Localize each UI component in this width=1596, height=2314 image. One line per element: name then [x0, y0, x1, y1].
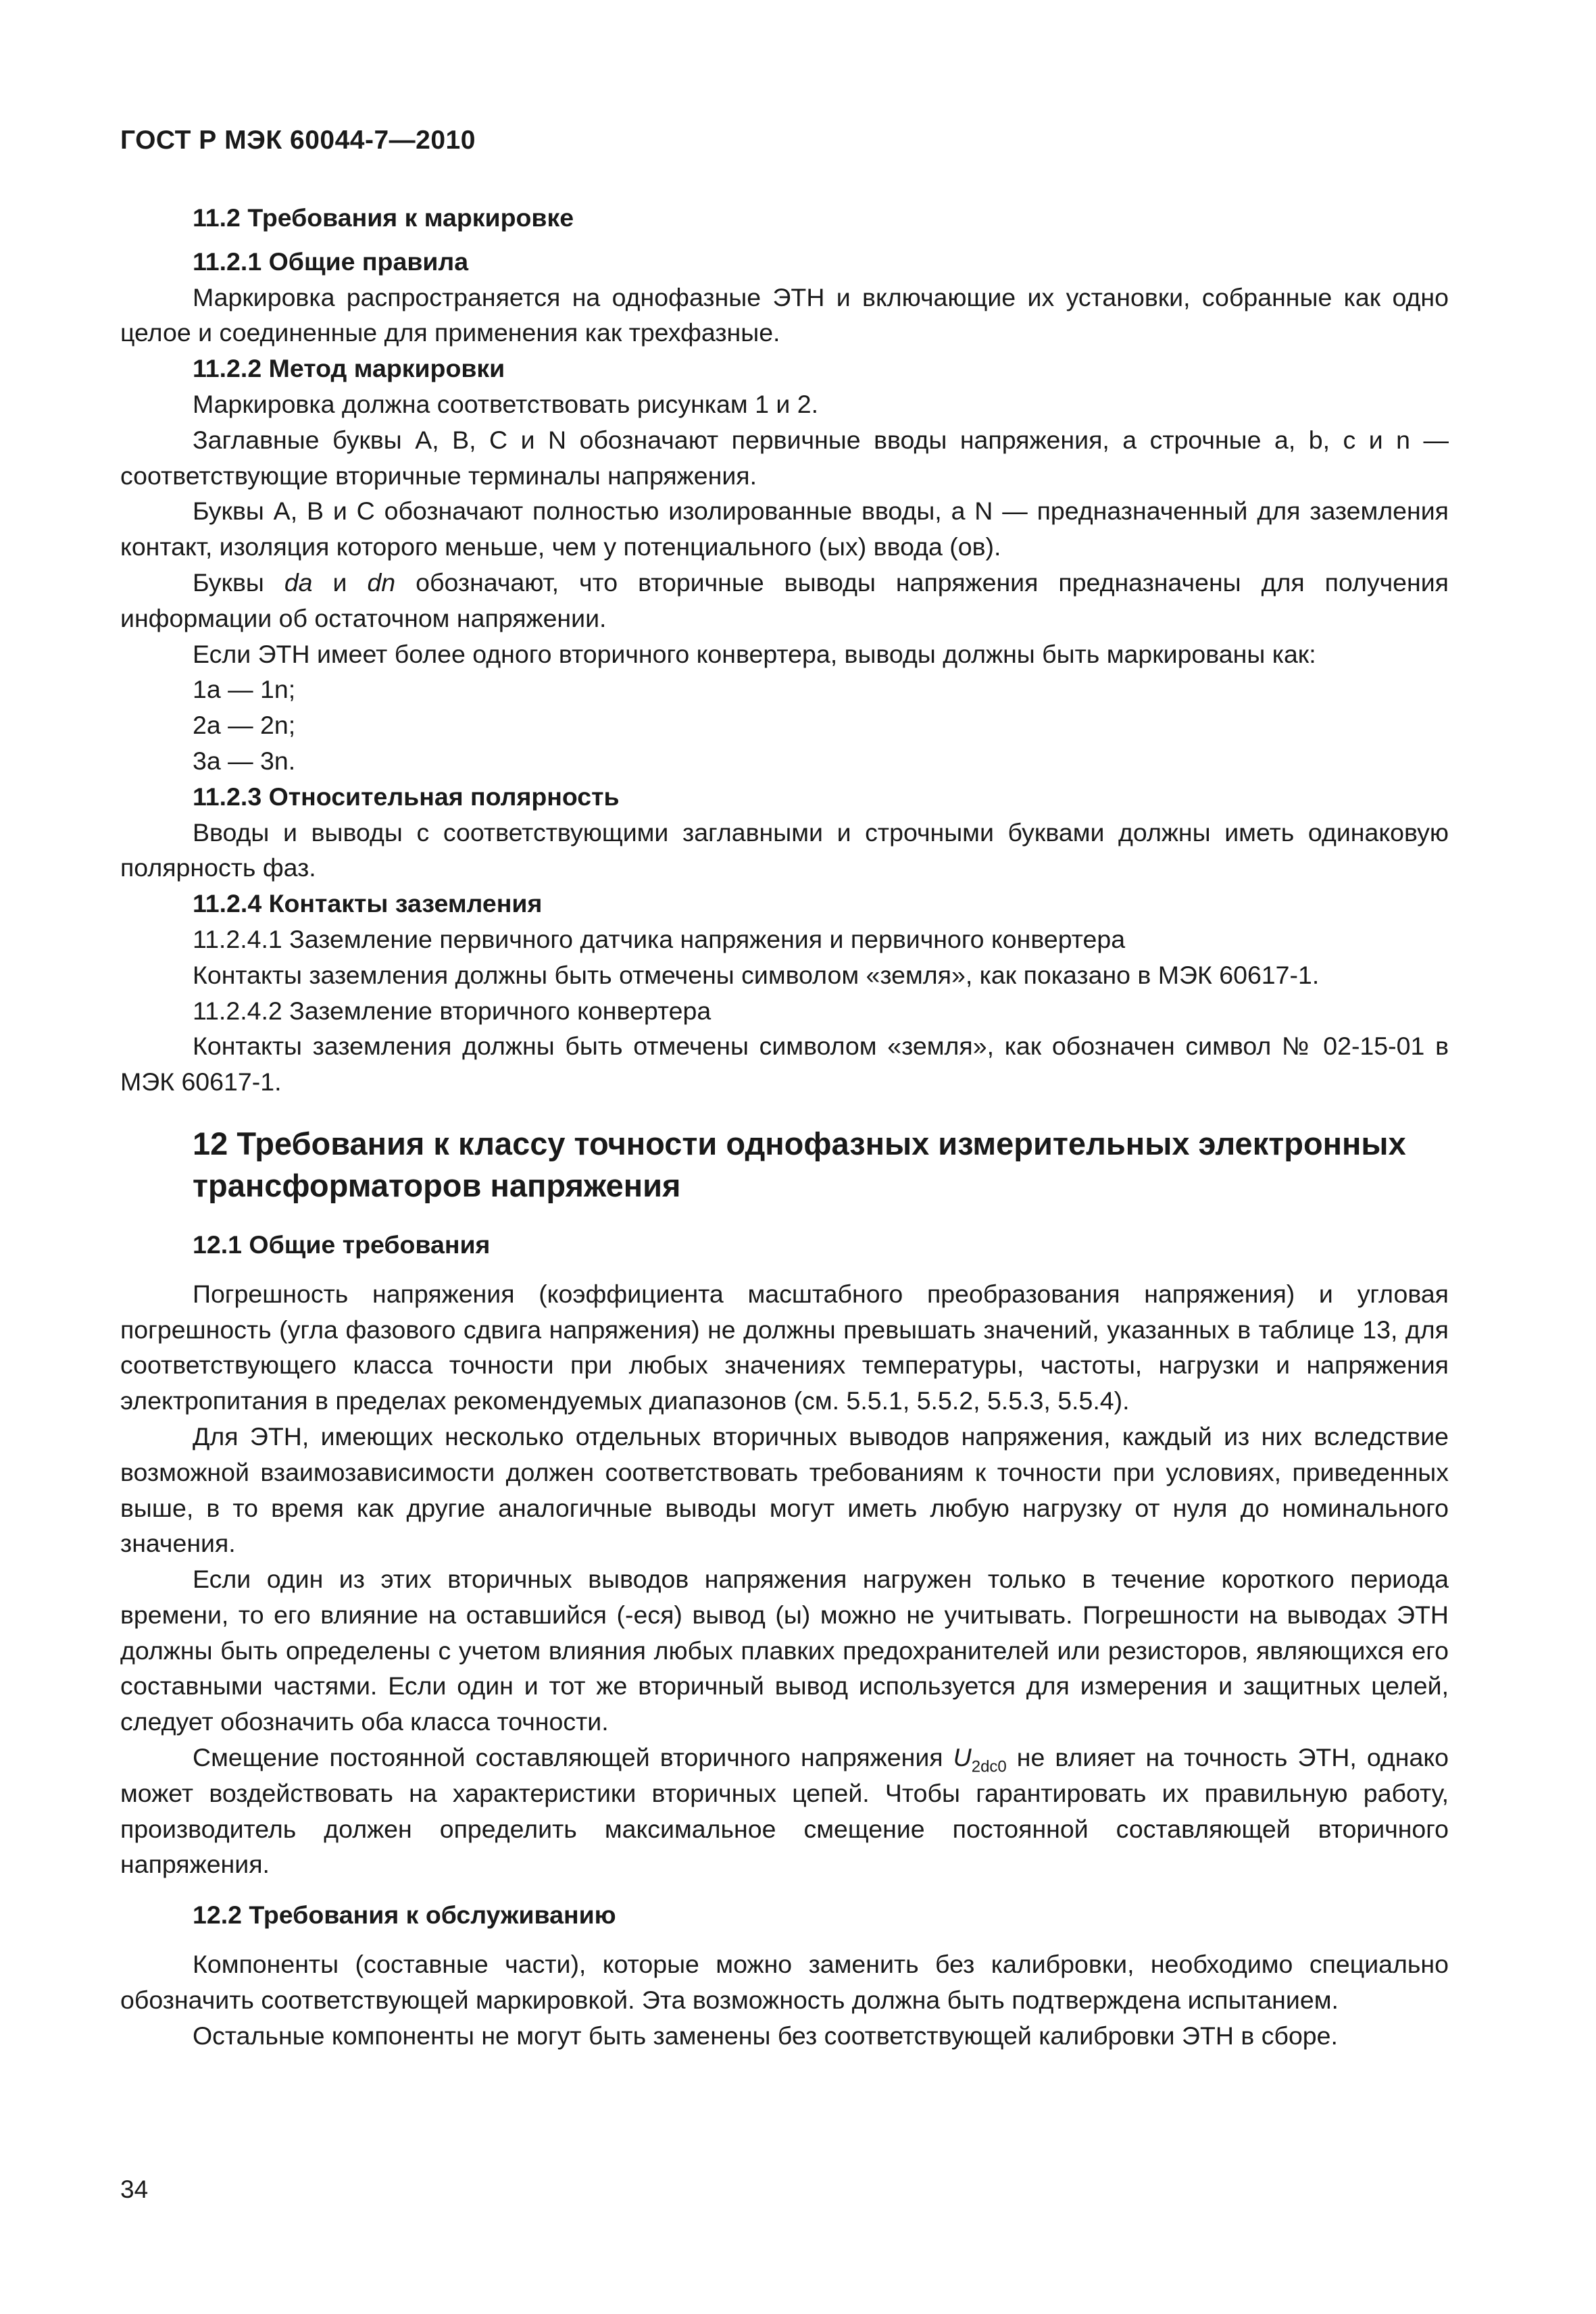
- section-11-2-2-heading: 11.2.2 Метод маркировки: [193, 354, 505, 383]
- paragraph: Компоненты (составные части), которые можно заменить без калибровки, необходимо специально обозначить соответствующей маркировкой. Эта возможность должна быть подтверждена испытанием.: [120, 1950, 1449, 2014]
- section-12-1-heading: 12.1 Общие требования: [193, 1230, 491, 1259]
- paragraph: Остальные компоненты не могут быть заменены без соответствующей калибровки ЭТН в сборе.: [193, 2021, 1338, 2050]
- paragraph: Погрешность напряжения (коэффициента масштабного преобразования напряжения) и угловая погрешность (угла фазового сдвига напряжения) не должны превышать значений, указанных в таблице 13, для соответствующего класса точности при любых значениях температуры, частоты, нагрузки и напряжения электропитания в пределах рекомендуемых диапазонов (см. 5.5.1, 5.5.2, 5.5.3, 5.5.4).: [120, 1279, 1449, 1415]
- paragraph: Маркировка должна соответствовать рисункам 1 и 2.: [193, 389, 818, 418]
- page-number: 34: [120, 2175, 149, 2203]
- paragraph: Для ЭТН, имеющих несколько отдельных вторичных выводов напряжения, каждый из них вследствие возможной взаимозависимости должен соответствовать требованиям к точности при условиях, приведенных выше, в то время как другие аналогичные выводы могут иметь любую нагрузку от нуля до номинального значения.: [120, 1422, 1449, 1558]
- section-11-2-4-heading: 11.2.4 Контакты заземления: [193, 889, 543, 918]
- text-run: обозначают, что вторичные выводы напряжения предназначены для получения информации об остаточном напряжении.: [120, 568, 1449, 632]
- paragraph: 11.2.4.2 Заземление вторичного конвертера: [193, 996, 712, 1025]
- text-run: не влияет на точность ЭТН, однако может воздействовать на характеристики вторичных цепей. Чтобы гарантировать их правильную работу, производитель должен определить максимальное смещение постоянной составляющей вторичного напряжения.: [120, 1743, 1449, 1879]
- paragraph: Вводы и выводы с соответствующими заглавными и строчными буквами должны иметь одинаковую полярность фаз.: [120, 818, 1449, 882]
- paragraph: Если один из этих вторичных выводов напряжения нагружен только в течение короткого периода времени, то его влияние на оставшийся (-еся) вывод (ы) можно не учитывать. Погрешности на выводах ЭТН должны быть определены с учетом влияния любых плавких предохранителей или резисторов, являющихся его составными частями. Если один и тот же вторичный вывод используется для измерения и защитных целей, следует обозначить оба класса точности.: [120, 1565, 1449, 1736]
- voltage-subscript: 2dc0: [971, 1757, 1007, 1776]
- paragraph: Контакты заземления должны быть отмечены символом «земля», как показано в МЭК 60617-1.: [193, 960, 1320, 989]
- paragraph: Маркировка распространяется на однофазные ЭТН и включающие их установки, собранные как одно целое и соединенные для применения как трехфазные.: [120, 282, 1449, 347]
- italic-term-da: da: [284, 568, 313, 597]
- paragraph: Если ЭТН имеет более одного вторичного конвертера, выводы должны быть маркированы как:: [193, 639, 1316, 668]
- list-item: 1a — 1n;: [193, 675, 296, 704]
- paragraph: Контакты заземления должны быть отмечены символом «земля», как обозначен символ № 02-15-01 в МЭК 60617-1.: [120, 1032, 1449, 1097]
- paragraph: Буквы А, В и С обозначают полностью изолированные вводы, а N — предназначенный для заземления контакт, изоляция которого меньше, чем у потенциального (ых) ввода (ов).: [120, 497, 1449, 561]
- document-body: [120, 200, 1449, 2053]
- paragraph: Заглавные буквы А, В, С и N обозначают первичные вводы напряжения, а строчные а, b, с и n — соответствующие вторичные терминалы напряжения.: [120, 425, 1449, 490]
- section-11-2-1-heading: 11.2.1 Общие правила: [193, 247, 469, 276]
- text-run: Смещение постоянной составляющей вторичного напряжения: [193, 1743, 953, 1772]
- text-run: и: [312, 568, 368, 597]
- paragraph: [120, 1740, 1449, 1882]
- section-12-2-heading: 12.2 Требования к обслуживанию: [193, 1901, 616, 1930]
- document-header: ГОСТ Р МЭК 60044-7—2010: [120, 126, 476, 155]
- section-11-2-heading: 11.2 Требования к маркировке: [193, 203, 574, 232]
- section-12-heading: 12 Требования к классу точности однофазных измерительных электронных трансформаторов напряжения: [193, 1125, 1406, 1203]
- section-11-2-3-heading: 11.2.3 Относительная полярность: [193, 782, 620, 811]
- list-item: 2a — 2n;: [193, 711, 296, 740]
- voltage-symbol: U: [953, 1743, 972, 1772]
- paragraph: [120, 565, 1449, 636]
- italic-term-dn: dn: [367, 568, 396, 597]
- list-item: 3a — 3n.: [193, 746, 296, 775]
- paragraph: 11.2.4.1 Заземление первичного датчика напряжения и первичного конвертера: [193, 924, 1126, 953]
- text-run: Буквы: [193, 568, 284, 597]
